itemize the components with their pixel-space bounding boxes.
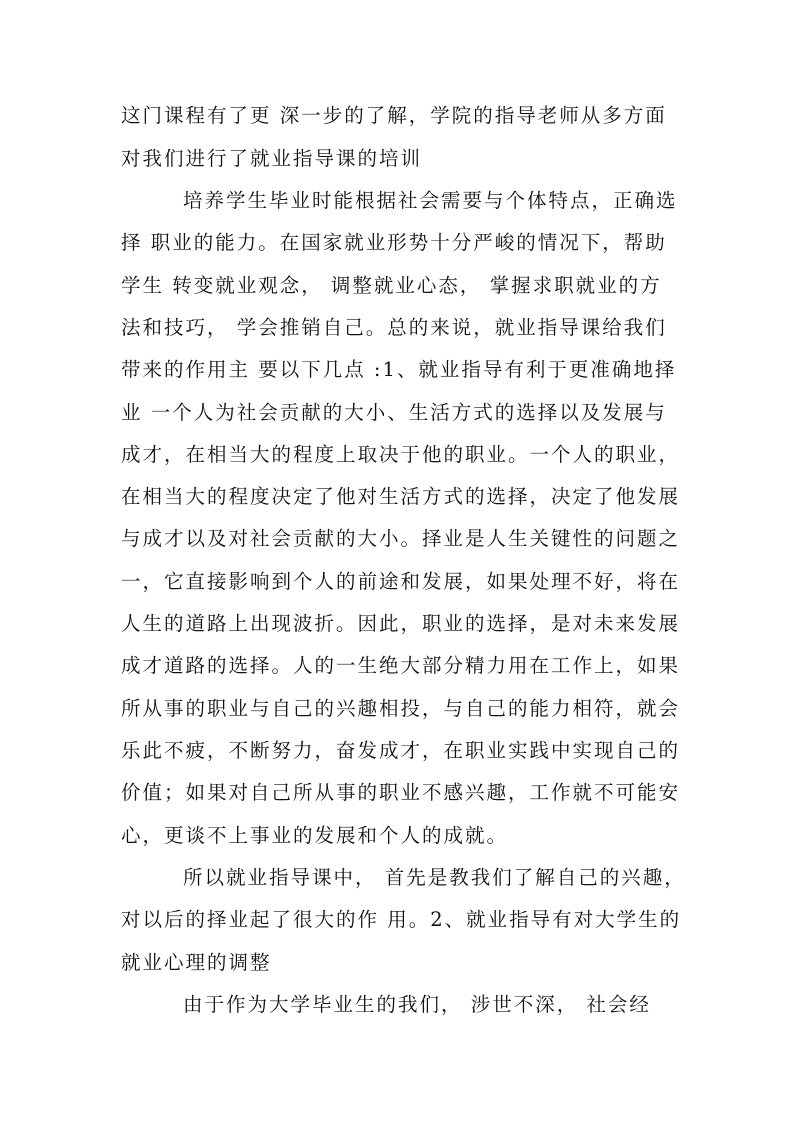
text-line: 这门课程有了更 深一步的了解，学院的指导老师从多方面 [121,104,667,127]
text-line: 在相当大的程度决定了他对生活方式的选择，决定了他发展 [121,485,681,508]
text-line: 对我们进行了就业指导课的培训 [121,147,423,170]
text-line: 乐此不疲，不断努力，奋发成才，在职业实践中实现自己的 [121,739,681,762]
text-line: 学生 转变就业观念， 调整就业心态， 掌握求职就业的方 [121,274,662,297]
text-line: 择 职业的能力。在国家就业形势十分严峻的情况下，帮助 [121,231,667,254]
text-line: 与成才以及对社会贡献的大小。择业是人生关键性的问题之 [121,527,681,550]
text-line: 对以后的择业起了很大的作 用。2、就业指导有对大学生的 [121,908,682,931]
text-line: 法和技巧， 学会推销自己。总的来说，就业指导课给我们 [121,316,667,339]
text-line: 就业心理的调整 [121,951,272,974]
text-line: 成才，在相当大的程度上取决于他的职业。一个人的职业， [121,443,681,466]
text-line: 心，更谈不上事业的发展和个人的成就。 [121,824,509,847]
text-line: 成才道路的选择。人的一生绝大部分精力用在工作上，如果 [121,654,681,677]
text-line: 一，它直接影响到个人的前途和发展，如果处理不好，将在 [121,570,681,593]
paragraph-first-line: 由于作为大学毕业生的我们， 涉世不深， 社会经 [183,993,651,1016]
paragraph-first-line: 所以就业指导课中， 首先是教我们了解自己的兴趣， [183,866,686,889]
text-line: 价值；如果对自己所从事的职业不感兴趣，工作就不可能安 [121,781,681,804]
text-line: 业 一个人为社会贡献的大小、生活方式的选择以及发展与 [121,401,667,424]
text-line: 所从事的职业与自己的兴趣相投，与自己的能力相符，就会 [121,697,681,720]
text-line: 带来的作用主 要以下几点 :1、就业指导有利于更准确地择 [121,358,677,381]
text-line: 人生的道路上出现波折。因此，职业的选择，是对未来发展 [121,612,681,635]
paragraph-first-line: 培养学生毕业时能根据社会需要与个体特点，正确选 [183,189,678,212]
